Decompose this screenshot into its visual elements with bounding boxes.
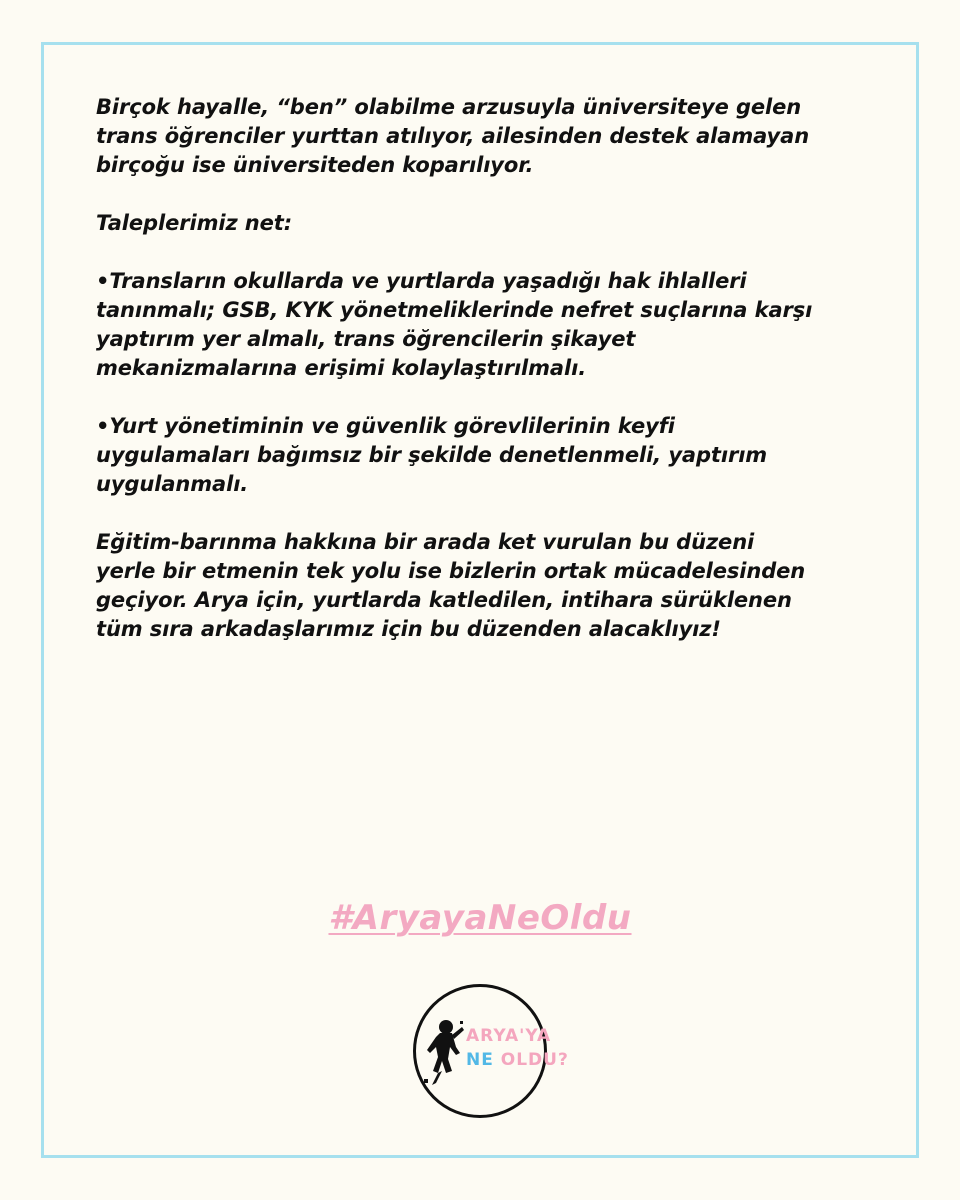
paragraph-demands-heading: Taleplerimiz net: [96, 211, 293, 235]
campaign-logo [413, 984, 569, 1118]
paragraph-intro: Birçok hayalle, “ben” olabilme arzusuyla üniversiteye gelen trans öğrenciler yurttan atılıyor, ailesinden destek alamayan birçoğu ise üniversiteden koparılıyor. [96, 95, 810, 177]
statement-text [96, 93, 886, 673]
logo-line-1: ARYA'YA [466, 1026, 552, 1046]
paragraph-conclusion: Eğitim-barınma hakkına bir arada ket vurulan bu düzeni yerle bir etmenin tek yolu ise bizlerin ortak mücadelesinden geçiyor. Arya için, yurtlarda katledilen, intihara sürüklenen tüm sıra arkadaşlarımız için bu düzenden alacaklıyız! [96, 530, 806, 641]
logo-line-2 [466, 1051, 569, 1069]
paragraph-demand-1: •Transların okullarda ve yurtlarda yaşadığı hak ihlalleri tanınmalı; GSB, KYK yönetmeliklerinde nefret suçlarına karşı yaptırım yer almalı, trans öğrencilerin şikayet mekanizmalarına erişimi kolaylaştırılmalı. [96, 269, 813, 380]
hashtag-link[interactable]: #AryayaNeOldu [328, 898, 632, 938]
logo-word-oldu: OLDU? [500, 1050, 569, 1070]
logo-word-ne: NE [466, 1050, 494, 1070]
paragraph-demand-2: •Yurt yönetiminin ve güvenlik görevlilerinin keyfi uygulamaları bağımsız bir şekilde denetlenmeli, yaptırım uygulanmalı. [96, 414, 768, 496]
